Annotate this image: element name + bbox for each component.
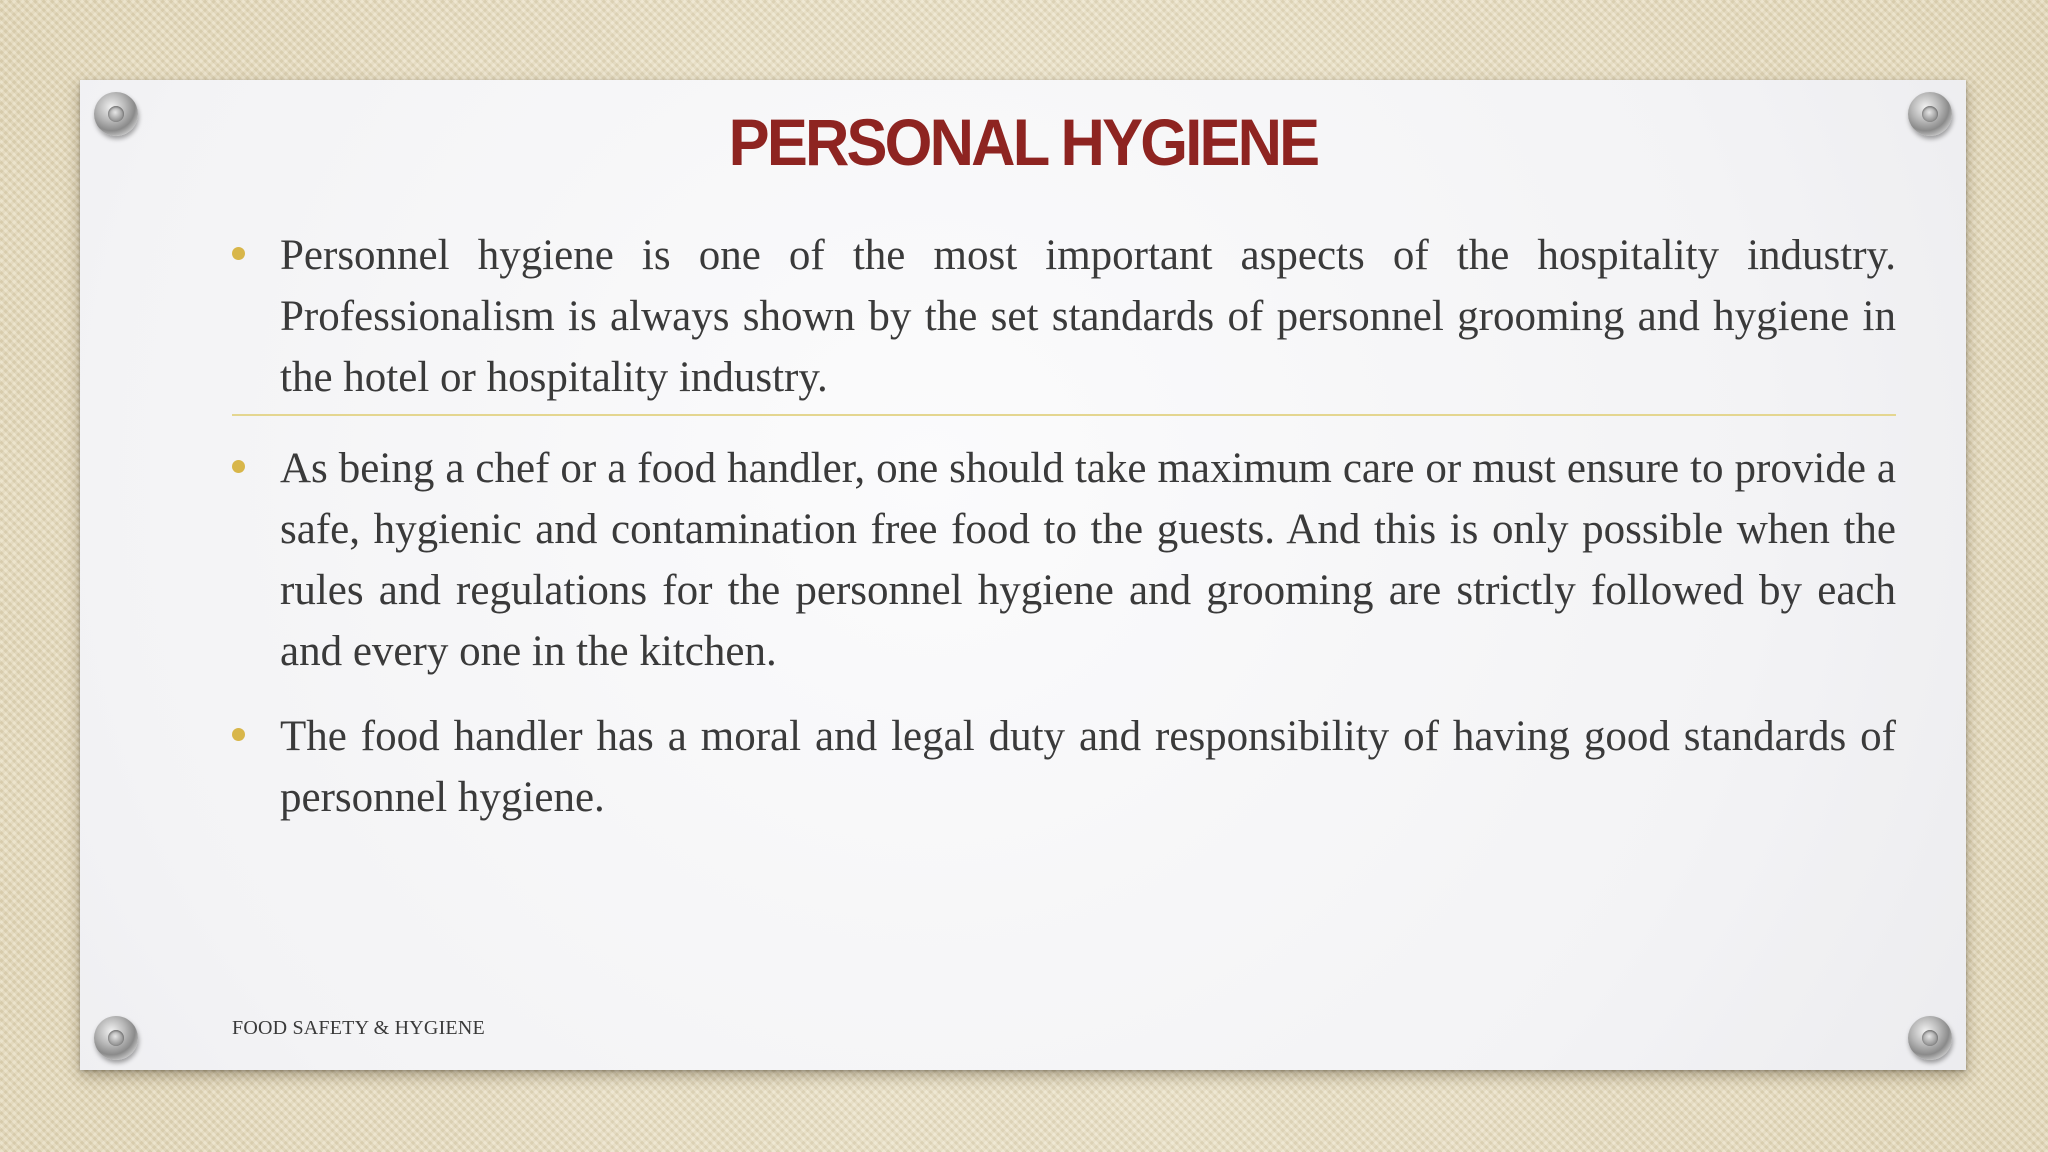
bullet-text: Personnel hygiene is one of the most important aspects of the hospitality industry. Professionalism is always shown by the set standards of personnel grooming and hygiene in the hotel or hospitality industry. (280, 232, 1896, 401)
bullet-dot-icon (232, 247, 245, 260)
bullet-dot-icon (232, 728, 245, 741)
bullet-dot-icon (232, 460, 245, 473)
bullet-item (232, 438, 1896, 682)
bullet-item (232, 225, 1896, 416)
pushpin-icon (1908, 92, 1952, 136)
bullet-item (232, 706, 1896, 828)
bullet-text: The food handler has a moral and legal duty and responsibility of having good standards of personnel hygiene. (280, 713, 1896, 821)
pushpin-icon (94, 92, 138, 136)
bullet-list (232, 225, 1896, 828)
pushpin-icon (94, 1016, 138, 1060)
slide-footer: FOOD SAFETY & HYGIENE (232, 1017, 485, 1039)
bullet-text: As being a chef or a food handler, one should take maximum care or must ensure to provide a safe, hygienic and contamination free food to the guests. And this is only possible when the rules and regulations for the personnel hygiene and grooming are strictly followed by each and every one in the kitchen. (280, 445, 1896, 675)
slide-title: PERSONAL HYGIENE (728, 105, 1318, 179)
slide (80, 80, 1966, 1070)
pushpin-icon (1908, 1016, 1952, 1060)
